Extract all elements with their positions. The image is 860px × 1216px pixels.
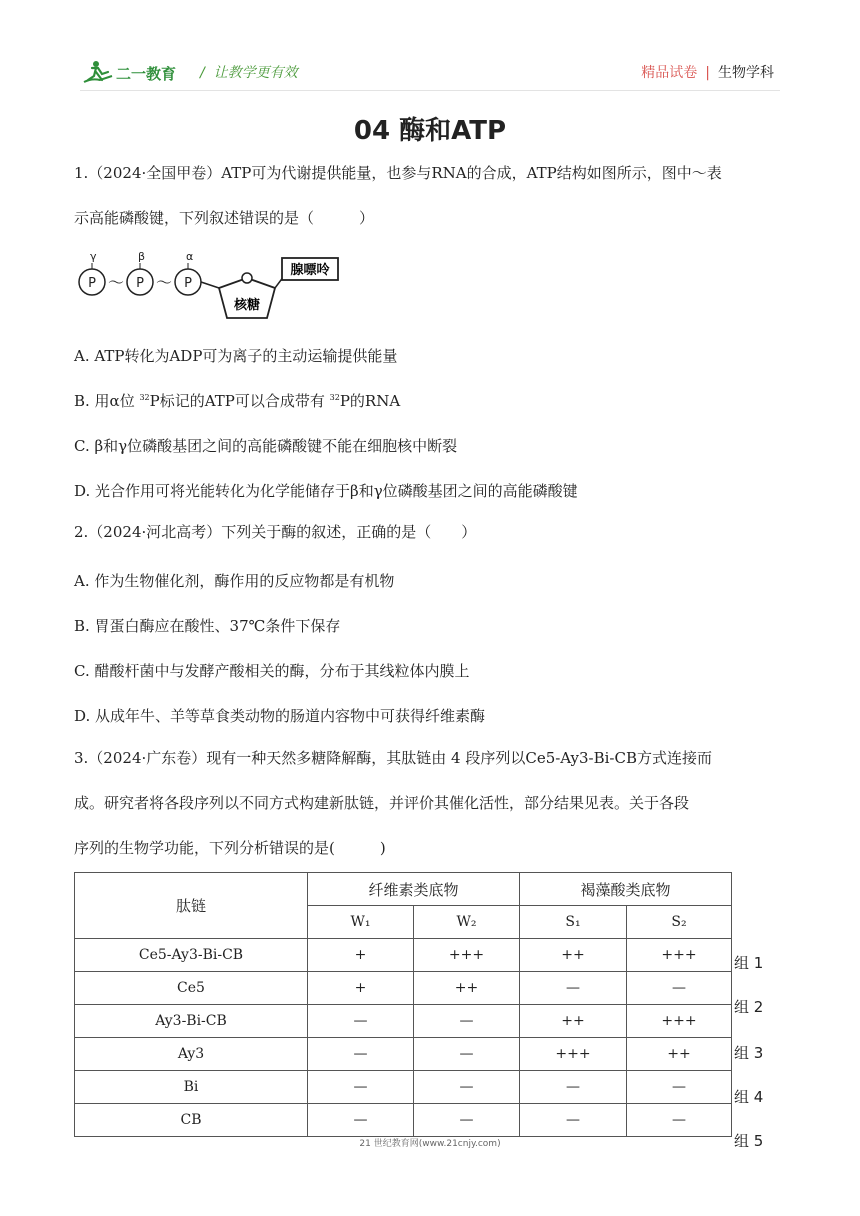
table-row: Ay3-Bi-CB — — ++ +++ [75,1005,732,1038]
th-peptide: 肽链 [75,873,308,939]
phosphate-gamma-label: P [88,276,96,291]
q3-stem-line2: 成。研究者将各段序列以不同方式构建新肽链，并评价其催化活性，部分结果见表。关于各段 [74,794,690,812]
group-label-4: 组 4 [734,1088,764,1106]
gamma-label: γ [90,250,97,263]
slogan: / 让教学更有效 [200,65,298,81]
table-row: Bi — — — — [75,1071,732,1104]
q2-option-d: D. 从成年牛、羊等草食类动物的肠道内容物中可获得纤维素酶 [74,707,486,725]
q1-option-b: B. 用α位 $^{32}$P标记的ATP可以合成带有 $^{32}$P的RNA [74,392,401,410]
page-footer: 21 世纪教育网(www.21cnjy.com) [359,1139,501,1149]
tag-quality-paper: 精品试卷 [641,65,698,81]
th-w1: W₁ [308,906,414,939]
q2-option-b: B. 胃蛋白酶应在酸性、37℃条件下保存 [74,617,341,635]
table-row: Ay3 — — +++ ++ [75,1038,732,1071]
adenine-label: 腺嘌呤 [290,263,330,278]
atp-structure-diagram [74,250,374,326]
th-w2: W₂ [414,906,520,939]
header-divider [80,90,780,91]
svg-text:二一教育: 二一教育 [116,65,177,83]
group-label-3: 组 3 [734,1044,764,1062]
th-cellulose: 纤维素类底物 [308,873,520,906]
beta-label: β [138,250,146,263]
high-energy-bond-1: ～ [107,273,125,292]
group-label-5: 组 5 [734,1132,764,1148]
q1-stem-line1: 1.（2024·全国甲卷）ATP可为代谢提供能量，也参与RNA的合成，ATP结构如图所示，图中～表 [74,164,722,182]
q2-stem: 2.（2024·河北高考）下列关于酶的叙述，正确的是（ ） [74,523,477,541]
th-s2: S₂ [627,906,732,939]
tag-subject: 生物学科 [718,65,774,81]
q1-option-c: C. β和γ位磷酸基团之间的高能磷酸键不能在细胞核中断裂 [74,437,458,455]
th-alginate: 褐藻酸类底物 [520,873,732,906]
table-row: CB — — — — [75,1104,732,1137]
tag-separator: | [705,65,710,81]
q3-stem-line3: 序列的生物学功能，下列分析错误的是( ) [74,839,386,857]
high-energy-bond-2: ～ [155,273,173,292]
ribose-label: 核糖 [233,298,261,313]
q1-option-d: D. 光合作用可将光能转化为化学能储存于β和γ位磷酸基团之间的高能磷酸键 [74,482,578,500]
q2-option-a: A. 作为生物催化剂，酶作用的反应物都是有机物 [74,572,395,590]
group-label-2: 组 2 [734,998,764,1016]
q3-stem-line1: 3.（2024·广东卷）现有一种天然多糖降解酶，其肽链由 4 段序列以Ce5-Ay3-Bi-CB方式连接而 [74,749,713,767]
alpha-label: α [186,250,194,263]
q1-option-a: A. ATP转化为ADP可为离子的主动运输提供能量 [74,347,398,365]
th-s1: S₁ [520,906,627,939]
brand-logo-icon [82,58,202,86]
page-title: 04 酶和ATP [353,116,507,146]
table-row: Ce5-Ay3-Bi-CB + +++ ++ +++ [75,939,732,972]
group-label-1: 组 1 [734,954,764,972]
phosphate-alpha-label: P [184,276,192,291]
phosphate-beta-label: P [136,276,144,291]
header-tags [641,62,774,82]
q1-stem-line2: 示高能磷酸键，下列叙述错误的是（ ） [74,209,375,227]
q2-option-c: C. 醋酸杆菌中与发酵产酸相关的酶，分布于其线粒体内膜上 [74,662,470,680]
page-header [0,0,860,100]
table-row: Ce5 + ++ — — [75,972,732,1005]
activity-table [74,872,732,1137]
